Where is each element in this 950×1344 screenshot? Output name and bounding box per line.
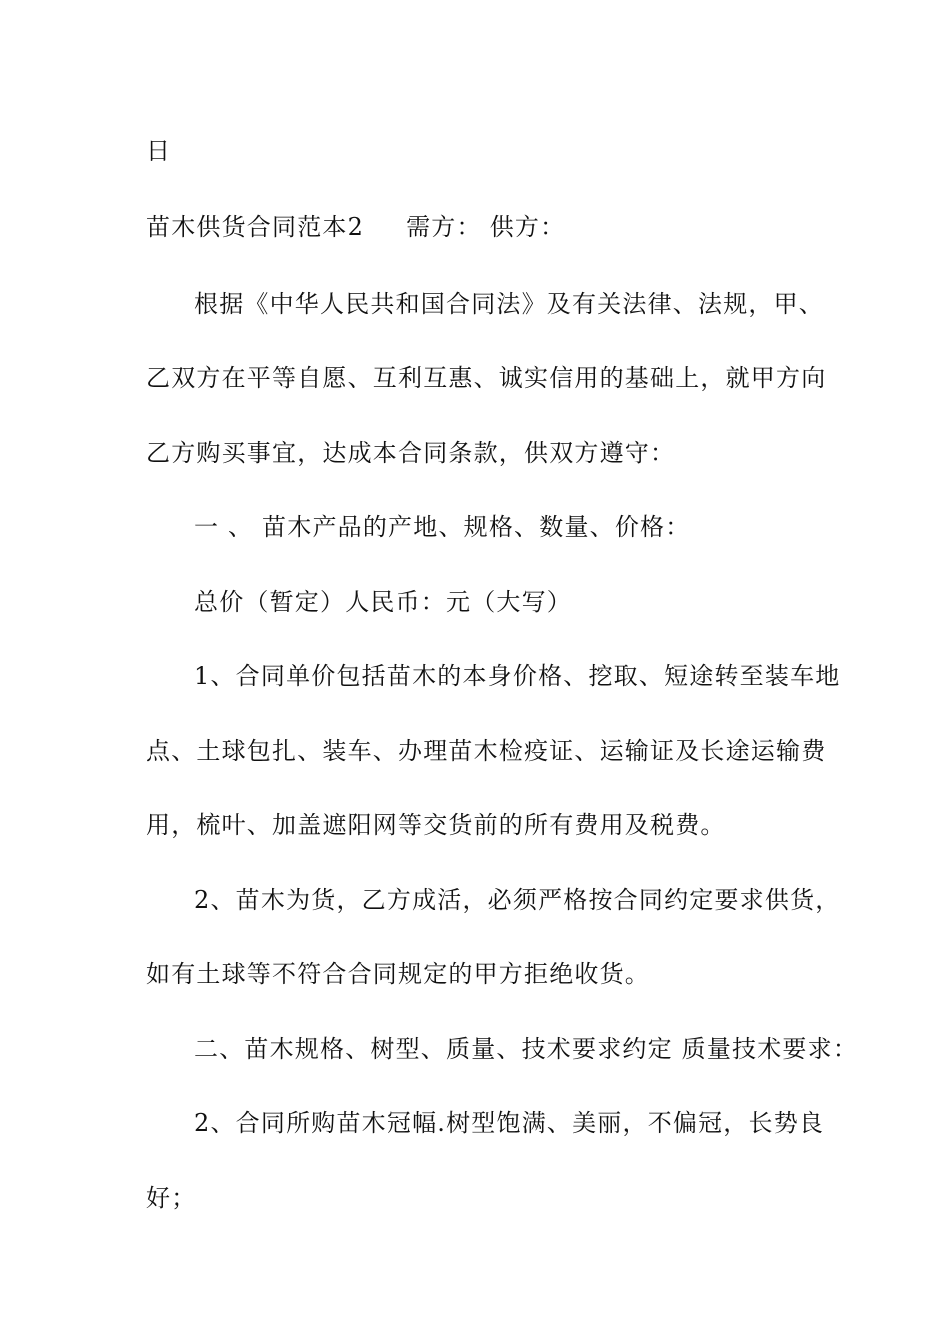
paragraph-line: 如有土球等不符合合同规定的甲方拒绝收货。 — [146, 960, 650, 988]
paragraph-line: 用，梳叶、加盖遮阳网等交货前的所有费用及税费。 — [146, 811, 726, 839]
section-title-line — [146, 212, 565, 242]
clause-heading: 一 、 苗木产品的产地、规格、数量、价格： — [194, 513, 691, 541]
paragraph-line: 点、土球包扎、装车、办理苗木检疫证、运输证及长途运输费 — [146, 737, 827, 765]
supplier-label: 供方： — [489, 213, 566, 241]
paragraph-line: 乙双方在平等自愿、互利互惠、诚实信用的基础上，就甲方向 — [146, 364, 827, 392]
paragraph-line: 好； — [146, 1184, 197, 1212]
paragraph-line: 根据《中华人民共和国合同法》及有关法律、法规，甲、 — [194, 290, 824, 318]
paragraph-line: 乙方购买事宜，达成本合同条款，供双方遵守： — [146, 439, 676, 467]
paragraph-line: 1、合同单价包括苗木的本身价格、挖取、短途转至装车地 — [194, 662, 841, 690]
text-line: 日 — [146, 137, 172, 165]
contract-title: 苗木供货合同范本2 — [146, 213, 365, 241]
clause-heading: 二、苗木规格、树型、质量、技术要求约定 质量技术要求： — [194, 1035, 859, 1063]
buyer-label: 需方： — [406, 213, 482, 241]
paragraph-line: 2、苗木为货，乙方成活，必须严格按合同约定要求供货， — [194, 886, 841, 914]
paragraph-line: 2、合同所购苗木冠幅.树型饱满、美丽，不偏冠，长势良 — [194, 1109, 825, 1137]
paragraph-line: 总价（暂定）人民币：元（大写） — [194, 588, 572, 616]
